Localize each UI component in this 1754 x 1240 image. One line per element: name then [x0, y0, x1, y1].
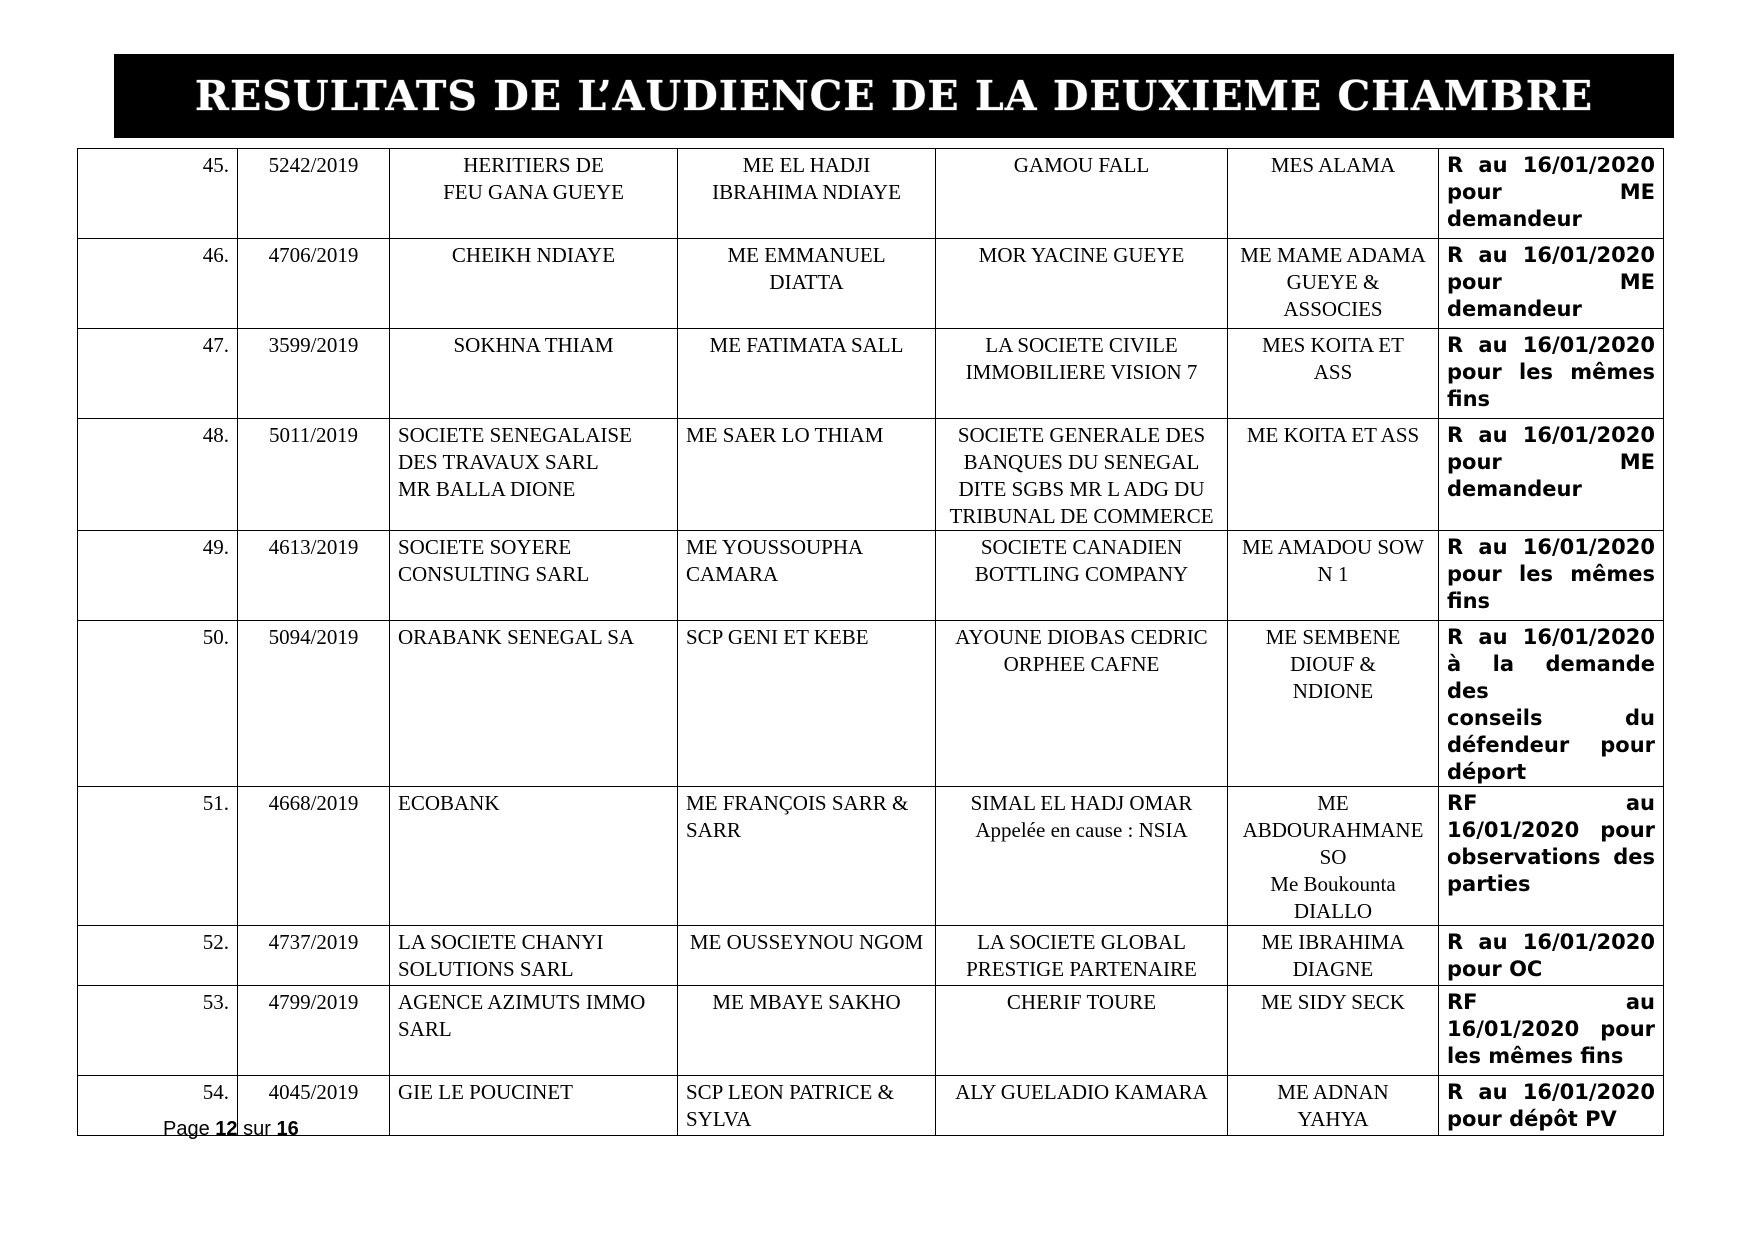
cell-line: MES KOITA ET — [1262, 333, 1404, 357]
plaintiff-counsel-cell — [678, 787, 936, 926]
plaintiff-cell — [390, 926, 678, 986]
cell-line: DES TRAVAUX SARL — [398, 450, 599, 474]
result-line: demandeur — [1447, 207, 1582, 231]
cell-line: DIAGNE — [1292, 957, 1374, 981]
cell-line: HERITIERS DE — [463, 153, 604, 177]
plaintiff-cell — [390, 419, 678, 531]
result-cell — [1439, 926, 1664, 986]
plaintiff-counsel-cell — [678, 149, 936, 239]
table-row — [78, 149, 1664, 239]
result-line: demandeur — [1447, 477, 1582, 501]
plaintiff-counsel-cell — [678, 1076, 936, 1136]
cell-line: SYLVA — [686, 1107, 752, 1131]
cell-line: ME SAER LO THIAM — [686, 423, 884, 447]
cell-line: N 1 — [1317, 562, 1349, 586]
defendant-cell — [936, 149, 1228, 239]
defendant-cell — [936, 1076, 1228, 1136]
result-line: RF au — [1447, 990, 1655, 1014]
cell-line: SOCIETE SENEGALAISE — [398, 423, 632, 447]
case-reference-cell: 5242/2019 — [238, 149, 390, 239]
result-line: parties — [1447, 872, 1531, 896]
case-reference-cell: 4613/2019 — [238, 531, 390, 621]
table-row — [78, 329, 1664, 419]
cell-line: SOCIETE SOYERE — [398, 535, 572, 559]
defendant-counsel-cell — [1228, 149, 1439, 239]
case-reference-cell: 4668/2019 — [238, 787, 390, 926]
case-number-cell: 51. — [78, 787, 238, 926]
cell-line: TRIBUNAL DE COMMERCE — [949, 504, 1214, 528]
table-row — [78, 239, 1664, 329]
cell-line: DIALLO — [1293, 899, 1373, 923]
result-line: observations des — [1447, 845, 1655, 869]
cell-line: ME KOITA ET ASS — [1246, 423, 1420, 447]
plaintiff-counsel-cell — [678, 329, 936, 419]
defendant-counsel-cell — [1228, 986, 1439, 1076]
cell-line: ME EL HADJI — [742, 153, 871, 177]
cell-line: AYOUNE DIOBAS CEDRIC — [955, 625, 1208, 649]
cell-line: Me Boukounta — [1270, 872, 1396, 896]
cell-line: ME SEMBENE — [1265, 625, 1401, 649]
defendant-counsel-cell — [1228, 621, 1439, 787]
case-number-cell: 50. — [78, 621, 238, 787]
cell-line: CAMARA — [686, 562, 779, 586]
table-row — [78, 787, 1664, 926]
cell-line: SIMAL EL HADJ OMAR — [970, 791, 1193, 815]
page-footer — [163, 1118, 299, 1141]
footer-page-word: Page — [163, 1118, 210, 1140]
cell-line: IMMOBILIERE VISION 7 — [965, 360, 1198, 384]
cell-line: ME ADNAN — [1277, 1080, 1389, 1104]
cell-line: SOCIETE GENERALE DES — [957, 423, 1206, 447]
cell-line: ORABANK SENEGAL SA — [398, 625, 635, 649]
plaintiff-counsel-cell — [678, 621, 936, 787]
case-reference-cell: 4045/2019 — [238, 1076, 390, 1136]
defendant-counsel-cell — [1228, 1076, 1439, 1136]
plaintiff-cell — [390, 1076, 678, 1136]
cell-line: SARL — [398, 1017, 452, 1041]
case-number-cell: 49. — [78, 531, 238, 621]
cell-line: SOKHNA THIAM — [453, 333, 614, 357]
cell-line: ORPHEE CAFNE — [1003, 652, 1160, 676]
result-line: R au 16/01/2020 — [1447, 625, 1655, 649]
cell-line: ALY GUELADIO KAMARA — [955, 1080, 1208, 1104]
cell-line: GUEYE & — [1286, 270, 1380, 294]
result-line: R au 16/01/2020 — [1447, 930, 1655, 954]
table-row — [78, 419, 1664, 531]
table-row — [78, 621, 1664, 787]
case-number-cell: 47. — [78, 329, 238, 419]
case-reference-cell: 4737/2019 — [238, 926, 390, 986]
result-cell — [1439, 986, 1664, 1076]
case-number-cell: 53. — [78, 986, 238, 1076]
header-banner — [114, 54, 1674, 138]
defendant-cell — [936, 787, 1228, 926]
table-row — [78, 1076, 1664, 1136]
plaintiff-counsel-cell — [678, 986, 936, 1076]
result-line: R au 16/01/2020 — [1447, 535, 1655, 559]
result-line: R au 16/01/2020 — [1447, 423, 1655, 447]
cell-line: Appelée en cause : NSIA — [975, 818, 1188, 842]
result-cell — [1439, 531, 1664, 621]
result-line: fins — [1447, 589, 1491, 613]
case-reference-cell: 5094/2019 — [238, 621, 390, 787]
cell-line: BANQUES DU SENEGAL — [963, 450, 1200, 474]
cell-line: ME AMADOU SOW — [1241, 535, 1424, 559]
cell-line: IBRAHIMA NDIAYE — [712, 180, 901, 204]
defendant-counsel-cell — [1228, 419, 1439, 531]
defendant-cell — [936, 419, 1228, 531]
cell-line: GAMOU FALL — [1013, 153, 1150, 177]
cell-line: CHEIKH NDIAYE — [451, 243, 616, 267]
defendant-cell — [936, 329, 1228, 419]
result-line: pour les mêmes — [1447, 360, 1655, 384]
result-line: R au 16/01/2020 — [1447, 1080, 1655, 1104]
cell-line: ME MBAYE SAKHO — [712, 990, 901, 1014]
cell-line: MES ALAMA — [1270, 153, 1396, 177]
defendant-counsel-cell — [1228, 329, 1439, 419]
result-cell — [1439, 1076, 1664, 1136]
cell-line: DITE SGBS MR L ADG DU — [958, 477, 1205, 501]
cell-line: MOR YACINE GUEYE — [978, 243, 1185, 267]
case-number-cell: 46. — [78, 239, 238, 329]
result-line: pour ME — [1447, 450, 1655, 474]
result-line: pour dépôt PV — [1447, 1107, 1617, 1131]
plaintiff-counsel-cell — [678, 531, 936, 621]
result-line: les mêmes fins — [1447, 1044, 1624, 1068]
result-line: pour ME — [1447, 270, 1655, 294]
defendant-cell — [936, 986, 1228, 1076]
defendant-cell — [936, 531, 1228, 621]
defendant-counsel-cell — [1228, 239, 1439, 329]
result-cell — [1439, 419, 1664, 531]
footer-page-number: 12 — [215, 1118, 238, 1140]
cell-line: ME FATIMATA SALL — [709, 333, 904, 357]
result-cell — [1439, 329, 1664, 419]
cell-line: YAHYA — [1297, 1107, 1369, 1131]
cell-line: ME FRANÇOIS SARR & — [686, 791, 909, 815]
plaintiff-counsel-cell — [678, 926, 936, 986]
case-number-cell: 54. — [78, 1076, 238, 1136]
table-row — [78, 926, 1664, 986]
footer-of-word: sur — [243, 1118, 271, 1140]
result-line: RF au — [1447, 791, 1655, 815]
cell-line: ME SIDY SECK — [1261, 990, 1405, 1014]
result-cell — [1439, 239, 1664, 329]
result-line: R au 16/01/2020 — [1447, 153, 1655, 177]
cell-line: SO — [1319, 845, 1347, 869]
cell-line: PRESTIGE PARTENAIRE — [966, 957, 1197, 981]
plaintiff-cell — [390, 986, 678, 1076]
footer-page-total: 16 — [276, 1118, 299, 1140]
defendant-cell — [936, 239, 1228, 329]
case-reference-cell: 4799/2019 — [238, 986, 390, 1076]
cell-line: ME OUSSEYNOU NGOM — [689, 930, 924, 954]
case-number-cell: 52. — [78, 926, 238, 986]
cell-line: SOLUTIONS SARL — [398, 957, 574, 981]
page-title: RESULTATS DE L’AUDIENCE DE LA DEUXIEME CHAMBRE — [194, 72, 1594, 120]
cell-line: AGENCE AZIMUTS IMMO — [398, 990, 646, 1014]
case-reference-cell: 5011/2019 — [238, 419, 390, 531]
case-number-cell: 45. — [78, 149, 238, 239]
cell-line: NDIONE — [1292, 679, 1374, 703]
defendant-counsel-cell — [1228, 926, 1439, 986]
cell-line: CONSULTING SARL — [398, 562, 590, 586]
plaintiff-cell — [390, 149, 678, 239]
cell-line: LA SOCIETE GLOBAL — [977, 930, 1186, 954]
cell-line: ME — [1317, 791, 1349, 815]
cell-line: LA SOCIETE CHANYI — [398, 930, 604, 954]
case-reference-cell: 3599/2019 — [238, 329, 390, 419]
cell-line: MR BALLA DIONE — [398, 477, 576, 501]
plaintiff-cell — [390, 787, 678, 926]
result-line: pour ME — [1447, 180, 1655, 204]
results-table — [77, 148, 1664, 1136]
result-line: pour OC — [1447, 957, 1543, 981]
result-line: défendeur pour — [1447, 733, 1655, 757]
defendant-cell — [936, 621, 1228, 787]
cell-line: ME EMMANUEL — [727, 243, 886, 267]
table-row — [78, 986, 1664, 1076]
result-line: R au 16/01/2020 — [1447, 243, 1655, 267]
cell-line: SARR — [686, 818, 741, 842]
result-cell — [1439, 149, 1664, 239]
result-line: 16/01/2020 pour — [1447, 1017, 1655, 1041]
result-line: 16/01/2020 pour — [1447, 818, 1655, 842]
cell-line: SCP GENI ET KEBE — [686, 625, 869, 649]
cell-line: ASSOCIES — [1283, 297, 1383, 321]
table-row — [78, 531, 1664, 621]
defendant-counsel-cell — [1228, 531, 1439, 621]
result-line: demandeur — [1447, 297, 1582, 321]
cell-line: BOTTLING COMPANY — [974, 562, 1189, 586]
plaintiff-cell — [390, 329, 678, 419]
cell-line: SCP LEON PATRICE & — [686, 1080, 894, 1104]
case-reference-cell: 4706/2019 — [238, 239, 390, 329]
plaintiff-counsel-cell — [678, 419, 936, 531]
cell-line: ASS — [1313, 360, 1353, 384]
cell-line: LA SOCIETE CIVILE — [985, 333, 1178, 357]
cell-line: ABDOURAHMANE — [1242, 818, 1424, 842]
plaintiff-cell — [390, 621, 678, 787]
cell-line: ME YOUSSOUPHA — [686, 535, 864, 559]
cell-line: DIOUF & — [1290, 652, 1376, 676]
cell-line: GIE LE POUCINET — [398, 1080, 573, 1104]
cell-line: DIATTA — [769, 270, 844, 294]
case-number-cell: 48. — [78, 419, 238, 531]
cell-line: ME MAME ADAMA — [1240, 243, 1426, 267]
result-line: R au 16/01/2020 — [1447, 333, 1655, 357]
result-cell — [1439, 787, 1664, 926]
cell-line: ECOBANK — [398, 791, 500, 815]
plaintiff-counsel-cell — [678, 239, 936, 329]
cell-line: SOCIETE CANADIEN — [980, 535, 1183, 559]
result-cell — [1439, 621, 1664, 787]
cell-line: FEU GANA GUEYE — [443, 180, 624, 204]
defendant-counsel-cell — [1228, 787, 1439, 926]
result-line: fins — [1447, 387, 1491, 411]
result-line: conseils du — [1447, 706, 1655, 730]
cell-line: ME IBRAHIMA — [1261, 930, 1405, 954]
result-line: déport — [1447, 760, 1527, 784]
defendant-cell — [936, 926, 1228, 986]
plaintiff-cell — [390, 531, 678, 621]
plaintiff-cell — [390, 239, 678, 329]
cell-line: CHERIF TOURE — [1006, 990, 1157, 1014]
result-line: pour les mêmes — [1447, 562, 1655, 586]
result-line: à la demande des — [1447, 652, 1655, 703]
